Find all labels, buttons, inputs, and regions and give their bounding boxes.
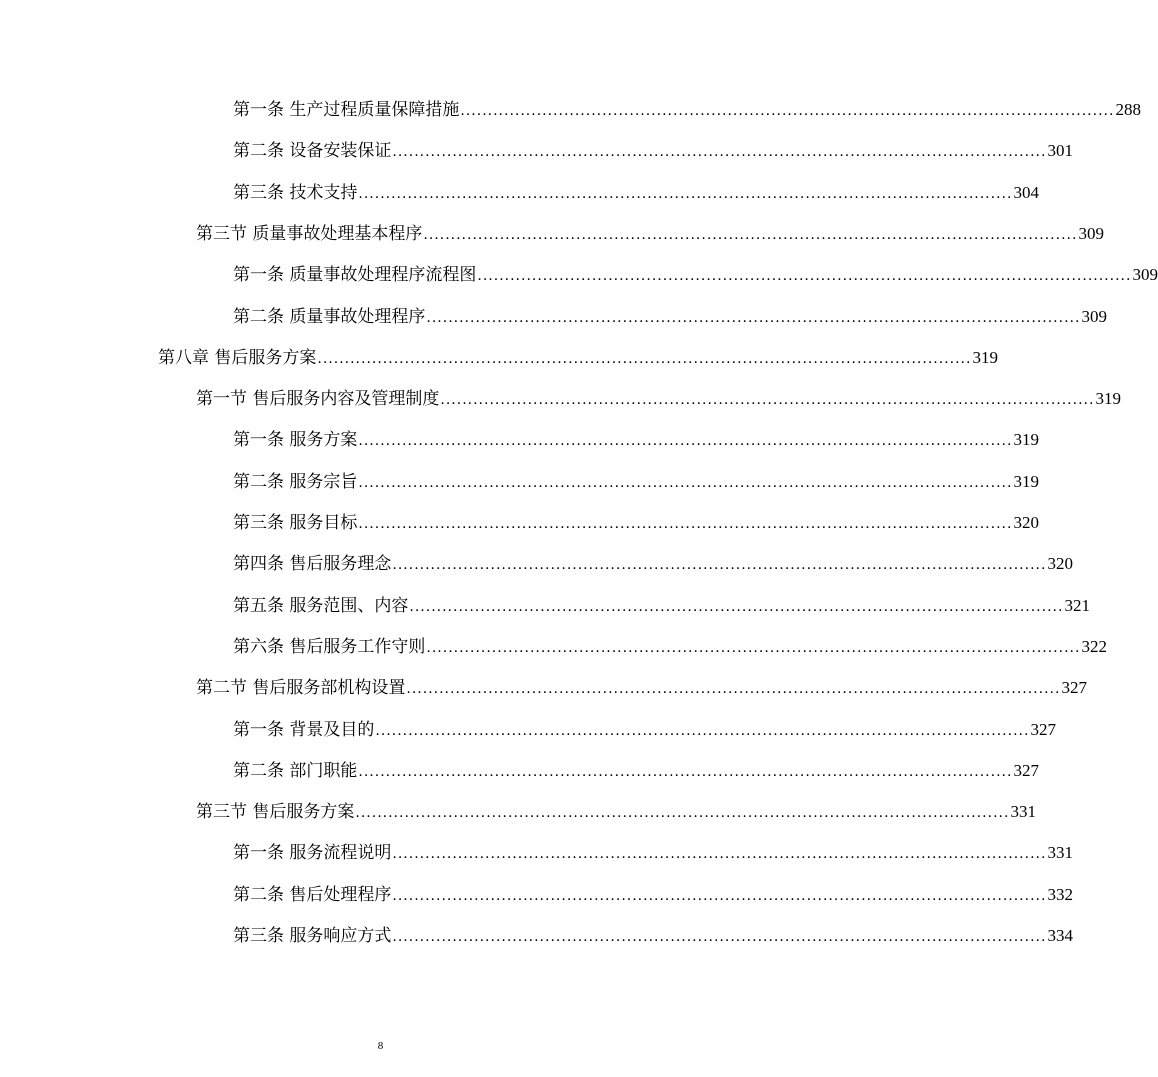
toc-entry[interactable]: [233, 90, 1141, 120]
toc-entry-title: 第一条 生产过程质量保障措施: [233, 100, 460, 120]
toc-entry[interactable]: [233, 751, 1039, 781]
toc-entry-title: 第一节 售后服务内容及管理制度: [196, 389, 440, 410]
toc-leader-dots: ........................................................................................................................: [460, 103, 1115, 119]
toc-leader-dots: ........................................................................................................................: [358, 474, 1013, 491]
toc-entry-title: 第二条 设备安装保证: [233, 141, 392, 162]
toc-entry-page: 301: [1047, 141, 1073, 161]
toc-entry[interactable]: [196, 668, 1087, 699]
toc-leader-dots: ........................................................................................................................: [477, 268, 1132, 285]
toc-entry-page: 309: [1081, 306, 1107, 326]
toc-leader-dots: ........................................................................................................................: [406, 681, 1061, 698]
toc-leader-dots: ........................................................................................................................: [426, 309, 1081, 326]
toc-leader-dots: ........................................................................................................................: [375, 722, 1030, 739]
toc-entry-page: 319: [1013, 471, 1039, 491]
toc-entry[interactable]: [158, 338, 998, 368]
page-number: 8: [377, 1040, 384, 1052]
toc-entry-page: 319: [1095, 389, 1121, 409]
toc-entry-page: 304: [1013, 182, 1039, 202]
toc-entry[interactable]: [196, 379, 1121, 410]
toc-entry[interactable]: [233, 544, 1073, 575]
toc-entry-page: 288: [1115, 100, 1141, 119]
toc-entry-title: 第一条 服务方案: [233, 430, 358, 451]
toc-entry-page: 327: [1030, 719, 1056, 739]
toc-entry-page: 319: [1013, 430, 1039, 450]
toc-entry-page: 320: [1047, 554, 1073, 574]
toc-entry[interactable]: [233, 586, 1090, 616]
toc-entry-page: 327: [1061, 678, 1087, 698]
toc-leader-dots: ........................................................................................................................: [392, 557, 1047, 574]
toc-entry-page: 327: [1013, 760, 1039, 780]
toc-leader-dots: ........................................................................................................................: [409, 598, 1064, 615]
toc-entry[interactable]: [233, 131, 1073, 162]
toc-leader-dots: ........................................................................................................................: [426, 639, 1081, 656]
toc-entry-title: 第二节 售后服务部机构设置: [196, 678, 406, 699]
toc-entry-title: 第六条 售后服务工作守则: [233, 636, 426, 657]
toc-entry[interactable]: [233, 627, 1107, 657]
toc-leader-dots: ........................................................................................................................: [392, 144, 1047, 161]
toc-leader-dots: ........................................................................................................................: [358, 433, 1013, 450]
toc-entry-page: 309: [1078, 223, 1104, 243]
toc-leader-dots: ........................................................................................................................: [358, 763, 1013, 780]
toc-entry-title: 第一条 质量事故处理程序流程图: [233, 265, 477, 286]
toc-entry[interactable]: [233, 833, 1073, 864]
toc-leader-dots: ........................................................................................................................: [440, 392, 1095, 409]
toc-leader-dots: ........................................................................................................................: [392, 846, 1047, 863]
toc-leader-dots: ........................................................................................................................: [392, 929, 1047, 945]
toc-entry[interactable]: [233, 420, 1039, 451]
toc-entry-page: 332: [1047, 884, 1073, 904]
toc-entry-page: 331: [1010, 802, 1036, 822]
toc-entry-page: 334: [1047, 926, 1073, 945]
toc-entry[interactable]: [233, 503, 1039, 533]
toc-entry[interactable]: [196, 792, 1036, 823]
toc-entry[interactable]: [233, 462, 1039, 492]
toc-entry-title: 第二条 服务宗旨: [233, 471, 358, 492]
toc-leader-dots: ........................................................................................................................: [392, 887, 1047, 904]
toc-entry[interactable]: [233, 173, 1039, 203]
toc-leader-dots: ........................................................................................................................: [358, 516, 1013, 532]
toc-entry-page: 321: [1064, 595, 1090, 615]
toc-entry-page: 320: [1013, 513, 1039, 532]
toc-entry-title: 第三条 技术支持: [233, 182, 358, 203]
toc-leader-dots: ........................................................................................................................: [355, 805, 1010, 822]
toc-entry[interactable]: [233, 710, 1056, 740]
toc-entry-title: 第二条 部门职能: [233, 760, 358, 781]
toc-entry-title: 第四条 售后服务理念: [233, 554, 392, 575]
toc-entry-title: 第二条 质量事故处理程序: [233, 306, 426, 327]
toc-entry-page: 322: [1081, 636, 1107, 656]
toc-entry-title: 第三条 服务响应方式: [233, 926, 392, 946]
toc-entry[interactable]: [233, 297, 1107, 327]
toc-entry-title: 第一条 服务流程说明: [233, 843, 392, 864]
toc-leader-dots: ........................................................................................................................: [423, 226, 1078, 243]
toc-entry-title: 第五条 服务范围、内容: [233, 595, 409, 616]
toc-entry[interactable]: [233, 875, 1073, 905]
toc-entry-title: 第一条 背景及目的: [233, 719, 375, 740]
toc-entry-title: 第三条 服务目标: [233, 513, 358, 533]
toc-entry-title: 第三节 质量事故处理基本程序: [196, 223, 423, 244]
toc-entry[interactable]: [233, 255, 1158, 286]
toc-entry[interactable]: [196, 214, 1104, 244]
toc-entry-page: 331: [1047, 843, 1073, 863]
toc-entry-page: 319: [972, 347, 998, 367]
toc-entry-title: 第八章 售后服务方案: [158, 347, 317, 368]
toc-entry-page: 309: [1132, 265, 1158, 285]
toc-leader-dots: ........................................................................................................................: [358, 185, 1013, 202]
toc-leader-dots: ........................................................................................................................: [317, 350, 972, 367]
toc-entry-title: 第二条 售后处理程序: [233, 884, 392, 905]
toc-entry-title: 第三节 售后服务方案: [196, 802, 355, 823]
toc-entry[interactable]: [233, 916, 1073, 946]
